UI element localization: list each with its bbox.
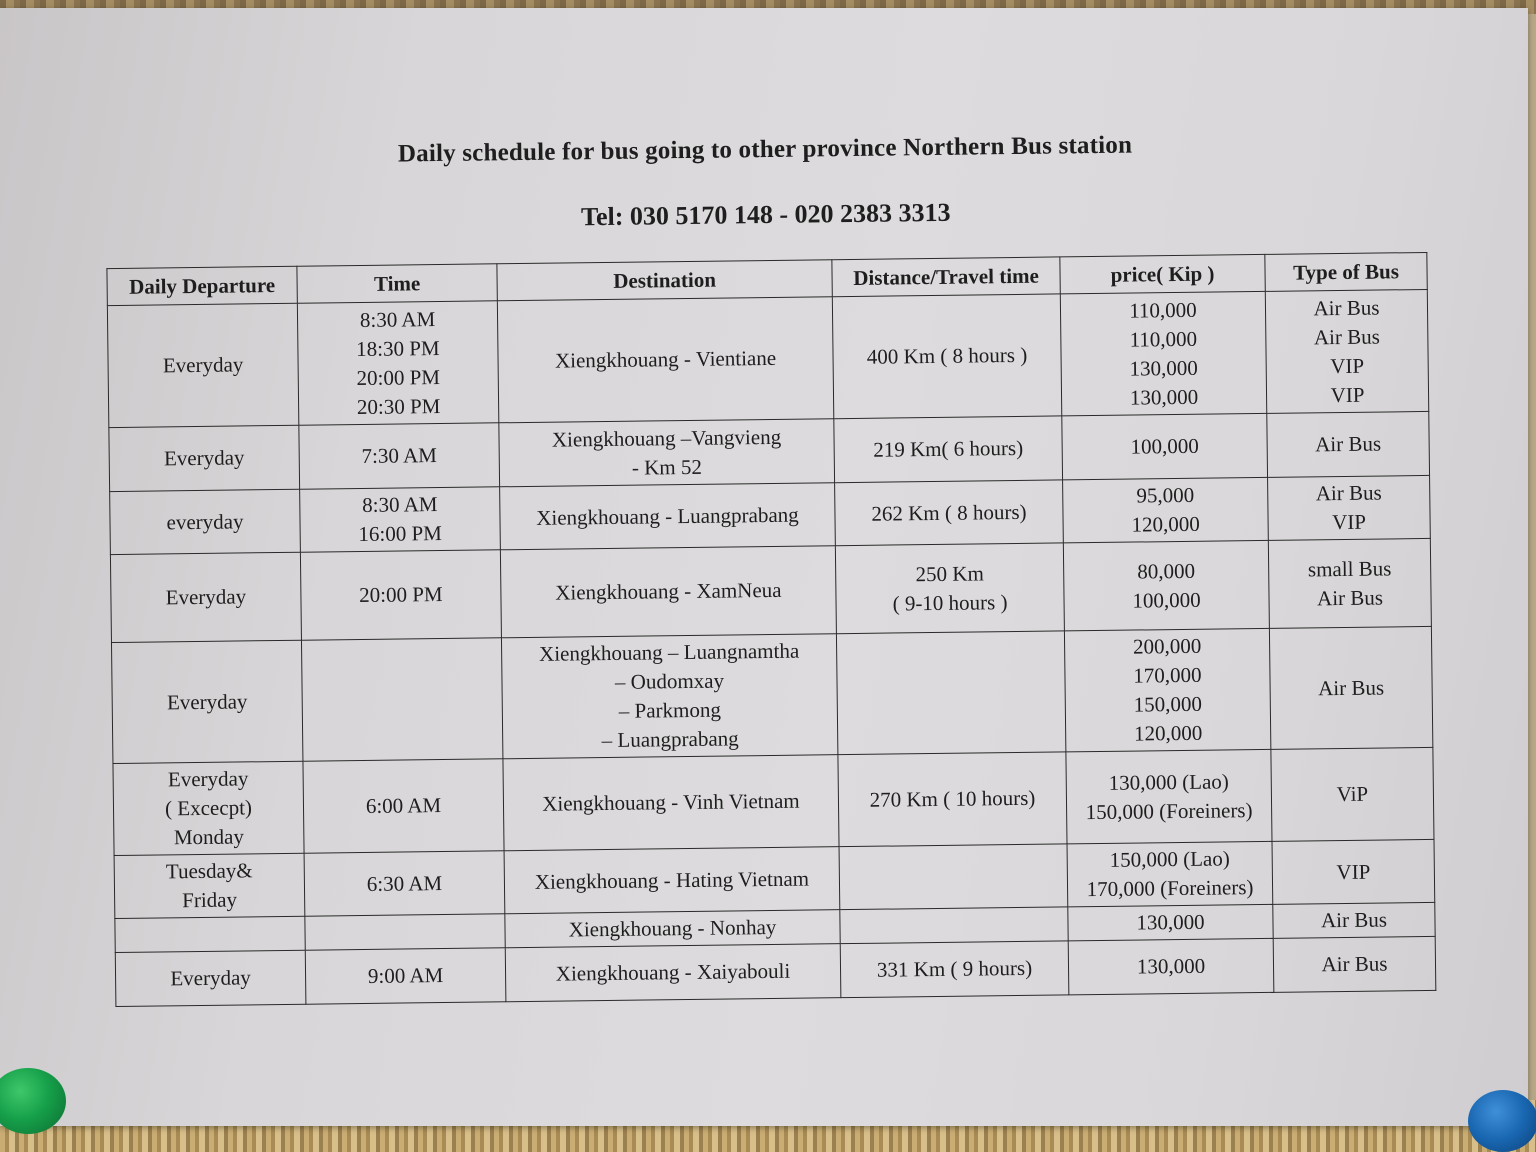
destination-line: Xiengkhouang - Vinh Vietnam xyxy=(542,788,800,816)
departure-line: Tuesday& xyxy=(165,858,253,884)
price-line: 100,000 xyxy=(1130,433,1199,459)
cell-departure xyxy=(114,853,305,918)
price-line: 80,000 xyxy=(1137,558,1196,584)
type-line: small Bus xyxy=(1307,555,1392,581)
cell-type xyxy=(1272,839,1435,904)
schedule-row xyxy=(110,538,1431,642)
cell-type xyxy=(1267,411,1430,477)
price-line: 100,000 xyxy=(1132,587,1201,613)
destination-line: Xiengkhouang - Vientiane xyxy=(554,345,777,373)
cell-time xyxy=(303,759,504,853)
departure-line: Everyday xyxy=(167,766,249,792)
cell-time xyxy=(297,301,498,425)
type-line: ViP xyxy=(1336,781,1369,807)
header-distance: Distance/Travel time xyxy=(832,257,1060,297)
departure-line: Everyday xyxy=(166,688,248,714)
price-line: 130,000 xyxy=(1136,909,1205,935)
departure-line: Everyday xyxy=(170,965,251,991)
cell-time xyxy=(300,487,501,552)
time-line: 20:00 PM xyxy=(356,364,441,390)
cell-distance xyxy=(835,480,1064,546)
departure-line: Everyday xyxy=(162,352,244,378)
cell-destination xyxy=(497,297,833,423)
time-line: 6:30 AM xyxy=(366,870,443,896)
price-line: 150,000 (Lao) xyxy=(1109,846,1230,872)
distance-line: 219 Km( 6 hours) xyxy=(873,435,1024,462)
cell-departure xyxy=(111,640,302,763)
cell-type xyxy=(1271,747,1434,841)
cell-distance xyxy=(840,941,1069,998)
schedule-paper xyxy=(0,8,1528,1126)
destination-line: – Parkmong xyxy=(618,697,722,723)
price-line: 150,000 (Foreiners) xyxy=(1085,797,1253,824)
type-line: Air Bus xyxy=(1313,295,1380,320)
cell-destination xyxy=(503,755,839,851)
cell-type xyxy=(1273,936,1436,992)
cell-price xyxy=(1060,291,1266,415)
cell-destination xyxy=(505,944,841,1002)
cell-time xyxy=(301,638,502,761)
type-line: VIP xyxy=(1330,353,1365,378)
cell-departure xyxy=(107,303,298,427)
time-line: 16:00 PM xyxy=(358,521,443,547)
departure-line: ( Excecpt) xyxy=(164,795,253,821)
cell-distance xyxy=(835,543,1064,634)
cell-price xyxy=(1064,628,1270,751)
cell-departure xyxy=(115,950,306,1006)
destination-line: - Km 52 xyxy=(631,454,703,480)
type-line: Air Bus xyxy=(1318,675,1385,700)
destination-line: Xiengkhouang – Luangnamtha xyxy=(538,638,800,666)
time-line: 7:30 AM xyxy=(361,443,437,468)
schedule-content xyxy=(65,109,1476,1006)
price-line: 130,000 (Lao) xyxy=(1108,768,1229,795)
schedule-row xyxy=(113,747,1434,855)
type-line: Air Bus xyxy=(1321,951,1388,977)
header-departure: Daily Departure xyxy=(107,266,297,305)
header-time: Time xyxy=(297,264,497,303)
distance-line: 262 Km ( 8 hours) xyxy=(871,499,1027,526)
cell-type xyxy=(1268,538,1431,628)
cell-time xyxy=(300,550,501,640)
cell-destination xyxy=(499,419,835,487)
type-line: Air Bus xyxy=(1320,907,1388,933)
price-line: 130,000 xyxy=(1136,953,1206,979)
cell-departure xyxy=(115,916,305,952)
distance-line: 250 Km xyxy=(915,560,984,586)
price-line: 110,000 xyxy=(1129,326,1198,352)
price-line: 150,000 xyxy=(1133,691,1203,717)
destination-line: – Luangprabang xyxy=(601,726,739,753)
time-line: 8:30 AM xyxy=(359,306,436,332)
distance-line: 400 Km ( 8 hours ) xyxy=(866,342,1028,369)
cell-price xyxy=(1068,904,1273,941)
time-line: 20:00 PM xyxy=(359,582,443,608)
type-line: Air Bus xyxy=(1313,324,1380,349)
departure-line: everyday xyxy=(166,508,244,534)
header-price: price( Kip ) xyxy=(1060,254,1265,294)
price-line: 130,000 xyxy=(1129,355,1198,381)
cell-departure xyxy=(110,552,301,642)
header-type: Type of Bus xyxy=(1265,252,1427,291)
cell-price xyxy=(1068,938,1274,995)
cell-departure xyxy=(113,761,304,855)
cell-price xyxy=(1063,477,1269,542)
price-line: 130,000 xyxy=(1129,384,1199,410)
cell-time xyxy=(304,851,505,916)
destination-line: – Oudomxay xyxy=(614,668,725,694)
cell-departure xyxy=(109,425,300,491)
departure-line: Friday xyxy=(182,887,238,913)
type-line: VIP xyxy=(1330,382,1365,407)
cell-type xyxy=(1268,475,1431,540)
destination-line: Xiengkhouang - XamNeua xyxy=(555,577,782,605)
cell-distance xyxy=(834,416,1063,483)
distance-line: 270 Km ( 10 hours) xyxy=(869,785,1036,812)
type-line: Air Bus xyxy=(1316,585,1384,610)
cell-destination xyxy=(501,634,837,759)
price-line: 200,000 xyxy=(1132,633,1202,659)
bus-schedule-table xyxy=(106,252,1436,1007)
type-line: Air Bus xyxy=(1315,480,1382,506)
price-line: 120,000 xyxy=(1133,720,1203,746)
blue-pushpin xyxy=(1468,1090,1536,1152)
cell-price xyxy=(1063,540,1269,630)
departure-line: Everyday xyxy=(165,584,247,610)
destination-line: Xiengkhouang - Hating Vietnam xyxy=(534,866,810,894)
time-line: 20:30 PM xyxy=(356,393,441,419)
cell-distance xyxy=(836,631,1065,755)
price-line: 120,000 xyxy=(1131,511,1200,537)
cell-type xyxy=(1273,902,1435,938)
cell-distance xyxy=(832,294,1061,419)
cell-price xyxy=(1067,841,1273,906)
destination-line: Xiengkhouang - Luangprabang xyxy=(536,502,799,530)
cell-price xyxy=(1066,749,1272,843)
time-line: 6:00 AM xyxy=(365,793,442,818)
schedule-row xyxy=(111,626,1432,763)
price-line: 95,000 xyxy=(1136,482,1195,508)
price-line: 170,000 (Foreiners) xyxy=(1086,875,1254,902)
schedule-row xyxy=(107,289,1428,427)
price-line: 110,000 xyxy=(1129,297,1197,323)
destination-line: Xiengkhouang - Nonhay xyxy=(568,914,777,942)
cell-type xyxy=(1265,289,1428,413)
distance-line: ( 9-10 hours ) xyxy=(892,589,1008,616)
destination-line: Xiengkhouang - Xaiyabouli xyxy=(555,958,791,986)
header-destination: Destination xyxy=(497,260,832,301)
type-line: Air Bus xyxy=(1315,431,1382,457)
cell-type xyxy=(1269,626,1432,749)
cell-departure xyxy=(110,489,301,554)
departure-line: Monday xyxy=(173,824,245,850)
time-line: 18:30 PM xyxy=(356,335,440,361)
cell-destination xyxy=(500,546,836,638)
cell-distance xyxy=(839,844,1068,910)
cell-time xyxy=(299,423,500,489)
cell-distance xyxy=(838,752,1067,847)
distance-line: 331 Km ( 9 hours) xyxy=(876,955,1033,982)
cell-time xyxy=(305,914,505,950)
cell-price xyxy=(1062,413,1268,479)
cell-destination xyxy=(500,483,836,550)
cell-time xyxy=(305,948,506,1004)
cell-destination xyxy=(505,910,840,948)
price-line: 170,000 xyxy=(1133,662,1202,688)
type-line: VIP xyxy=(1336,859,1371,884)
schedule-title: Daily schedule for bus going to other province Northern Bus station xyxy=(397,131,1133,168)
type-line: VIP xyxy=(1332,509,1367,535)
cell-distance xyxy=(840,907,1068,944)
phone-numbers: Tel: 030 5170 148 - 020 2383 3313 xyxy=(580,197,951,232)
time-line: 9:00 AM xyxy=(367,963,444,988)
time-line: 8:30 AM xyxy=(362,492,438,517)
destination-line: Xiengkhouang –Vangvieng xyxy=(551,424,782,452)
cell-destination xyxy=(504,847,840,914)
departure-line: Everyday xyxy=(163,445,245,471)
